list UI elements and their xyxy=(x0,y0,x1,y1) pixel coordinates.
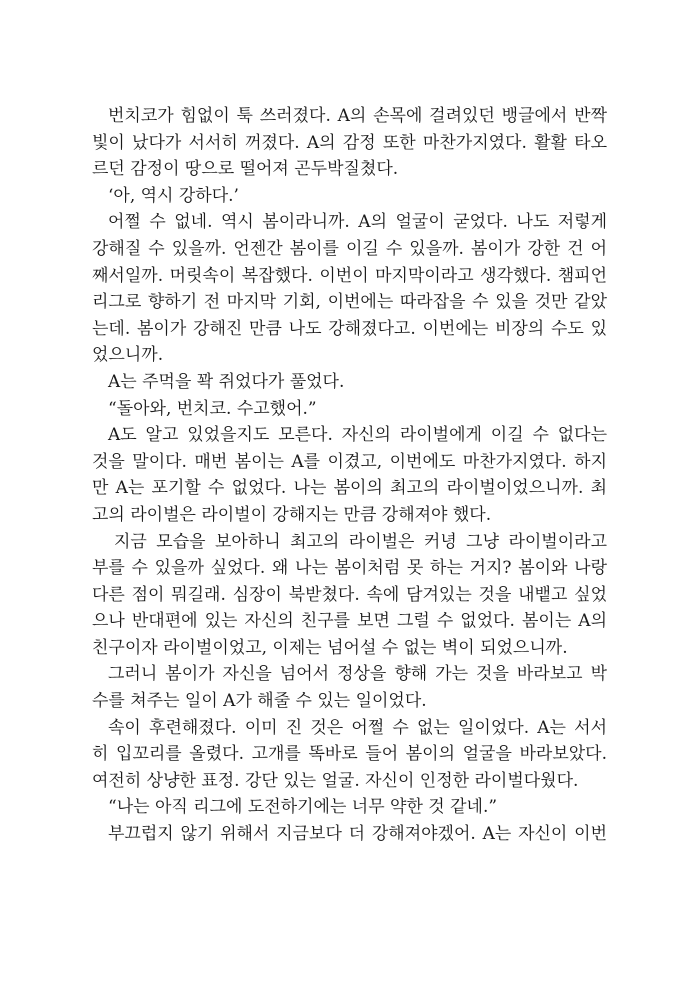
text-line: A도 알고 있었을지도 모른다. 자신의 라이벌에게 이길 수 없다는 xyxy=(108,425,607,446)
text-line: 리그로 향하기 전 마지막 기회, 이번에는 따라잡을 수 있을 것만 같았 xyxy=(92,292,607,313)
body-text xyxy=(92,103,607,848)
text-line: 으나 반대편에 있는 자신의 친구를 보면 그럴 수 없었다. 봄이는 A의 xyxy=(92,611,607,632)
text-line: 여전히 상냥한 표정. 강단 있는 얼굴. 자신이 인정한 라이벌다웠다. xyxy=(92,770,579,791)
text-line: A는 주먹을 꽉 쥐었다가 풀었다. xyxy=(108,371,345,392)
text-line: 어쩔 수 없네. 역시 봄이라니까. A의 얼굴이 굳었다. 나도 저렇게 xyxy=(108,212,607,233)
text-line: 것을 말이다. 매번 봄이는 A를 이겼고, 이번에도 마찬가지였다. 하지 xyxy=(92,451,607,472)
text-line: 속이 후련해졌다. 이미 진 것은 어쩔 수 없는 일이었다. A는 서서 xyxy=(108,717,607,738)
text-line: 었으니까. xyxy=(92,345,164,366)
text-line: 히 입꼬리를 올렸다. 고개를 똑바로 들어 봄이의 얼굴을 바라보았다. xyxy=(92,744,607,765)
text-line: ‘아, 역시 강하다.’ xyxy=(108,185,239,206)
text-line: “돌아와, 번치코. 수고했어.” xyxy=(108,398,317,419)
text-line: 는데. 봄이가 강해진 만큼 나도 강해졌다고. 이번에는 비장의 수도 있 xyxy=(92,318,607,339)
text-line: 그러니 봄이가 자신을 넘어서 정상을 향해 가는 것을 바라보고 박 xyxy=(108,664,607,685)
text-line: 부끄럽지 않기 위해서 지금보다 더 강해져야겠어. A는 자신이 이번 xyxy=(108,824,607,845)
text-line: 르던 감정이 땅으로 떨어져 곤두박질쳤다. xyxy=(92,159,399,180)
text-line: 강해질 수 있을까. 언젠간 봄이를 이길 수 있을까. 봄이가 강한 건 어 xyxy=(92,238,607,259)
text-line: 다른 점이 뭐길래. 심장이 북받쳤다. 속에 담겨있는 것을 내뱉고 싶었 xyxy=(92,584,607,605)
text-line: 빛이 났다가 서서히 꺼졌다. A의 감정 또한 마찬가지였다. 활활 타오 xyxy=(92,132,607,153)
text-line: “나는 아직 리그에 도전하기에는 너무 약한 것 같네.” xyxy=(108,797,498,818)
text-line: 수를 쳐주는 일이 A가 해줄 수 있는 일이었다. xyxy=(92,691,427,712)
text-line: 번치코가 힘없이 툭 쓰러졌다. A의 손목에 걸려있던 뱅글에서 반짝 xyxy=(108,106,607,126)
text-line: 부를 수 있을까 싶었다. 왜 나는 봄이처럼 못 하는 거지? 봄이와 나랑 xyxy=(92,558,607,579)
text-line: 만 A는 포기할 수 없었다. 나는 봄이의 최고의 라이벌이었으니까. 최 xyxy=(92,478,607,499)
text-line: 고의 라이벌은 라이벌이 강해지는 만큼 강해져야 했다. xyxy=(92,504,492,525)
text-line: 째서일까. 머릿속이 복잡했다. 이번이 마지막이라고 생각했다. 챔피언 xyxy=(92,265,607,286)
text-line: 지금 모습을 보아하니 최고의 라이벌은 커녕 그냥 라이벌이라고 xyxy=(114,531,607,552)
text-line: 친구이자 라이벌이었고, 이제는 넘어설 수 없는 벽이 되었으니까. xyxy=(92,637,568,658)
